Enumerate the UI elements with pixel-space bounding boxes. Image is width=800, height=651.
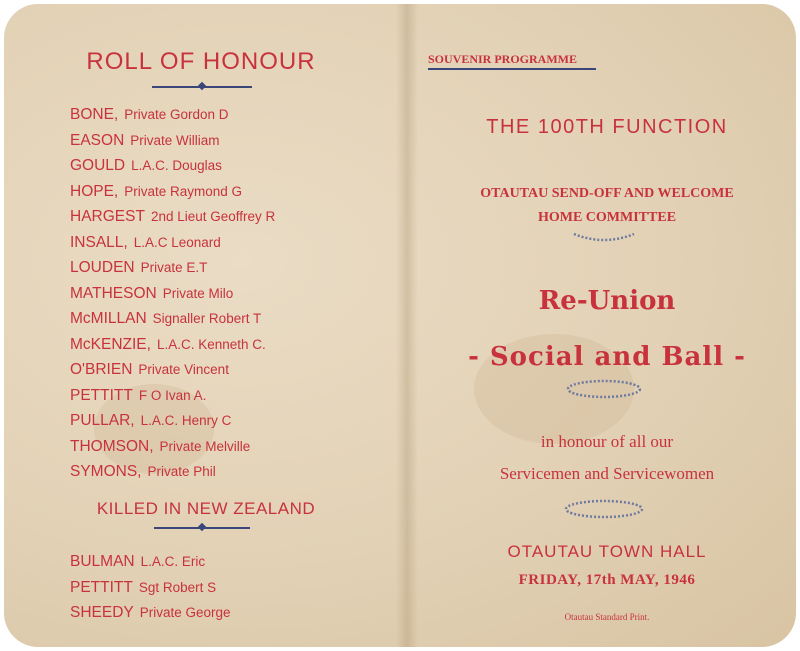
rank-and-given-name: Private Phil <box>147 464 216 479</box>
committee-line-1: OTAUTAU SEND-OFF AND WELCOME <box>480 186 734 201</box>
surname: PETTITT <box>70 578 133 596</box>
name-entry <box>70 102 275 128</box>
killed-list <box>70 549 231 626</box>
committee-line-2: HOME COMMITTEE <box>537 210 677 225</box>
surname: THOMSON, <box>70 437 154 455</box>
surname: HARGEST <box>70 208 145 225</box>
social-and-ball-heading: - Social and Ball - <box>468 342 746 372</box>
name-entry <box>70 306 275 332</box>
rank-and-given-name: 2nd Lieut Geoffrey R <box>150 209 276 224</box>
chain-ornament-oval-2 <box>562 496 646 522</box>
rank-and-given-name: Private George <box>139 605 231 620</box>
dedication-line-1: in honour of all our <box>540 432 674 451</box>
event-date: FRIDAY, 17th MAY, 1946 <box>518 572 696 588</box>
killed-in-nz-title: KILLED IN NEW ZEALAND <box>96 499 316 518</box>
name-entry <box>70 383 275 409</box>
name-entry <box>70 357 275 383</box>
rank-and-given-name: Private Milo <box>162 285 234 301</box>
name-entry <box>70 153 275 179</box>
surname: EASON <box>70 131 125 149</box>
roll-of-honour-list <box>70 102 275 485</box>
rank-and-given-name: Sgt Robert S <box>138 579 217 595</box>
name-entry <box>70 549 231 575</box>
function-title: THE 100TH FUNCTION <box>486 116 728 138</box>
killed-divider <box>154 527 250 529</box>
surname: SYMONS, <box>70 463 142 480</box>
surname: McKENZIE, <box>70 335 151 353</box>
title-divider <box>152 86 252 88</box>
name-entry <box>70 434 275 460</box>
printer-credit: Otautau Standard Print. <box>564 612 650 622</box>
surname: GOULD <box>70 157 126 174</box>
rank-and-given-name: Private Melville <box>159 438 251 454</box>
name-entry <box>70 230 275 256</box>
surname: McMILLAN <box>70 310 147 327</box>
surname: PULLAR, <box>70 412 135 429</box>
name-entry <box>70 204 275 230</box>
name-entry <box>70 332 275 358</box>
rank-and-given-name: L.A.C. Douglas <box>131 158 222 173</box>
rank-and-given-name: Private Gordon D <box>124 107 229 122</box>
rank-and-given-name: F O Ivan A. <box>138 387 207 403</box>
dedication-line-2: Servicemen and Servicewomen <box>499 464 715 483</box>
surname: LOUDEN <box>70 259 135 276</box>
rank-and-given-name: Signaller Robert T <box>152 311 262 326</box>
surname: INSALL, <box>70 233 128 251</box>
surname: HOPE, <box>70 182 119 200</box>
reunion-heading: Re-Union <box>538 286 676 316</box>
chain-ornament-small <box>570 230 638 244</box>
dedication <box>410 426 796 490</box>
souvenir-heading: SOUVENIR PROGRAMME <box>428 52 577 66</box>
surname: MATHESON <box>70 284 157 302</box>
rank-and-given-name: Private Vincent <box>138 362 229 377</box>
committee-name <box>410 182 796 230</box>
venue: OTAUTAU TOWN HALL <box>507 542 707 561</box>
rank-and-given-name: L.A.C. Eric <box>140 554 206 569</box>
name-entry <box>70 281 275 307</box>
programme-card <box>4 4 796 647</box>
name-entry <box>70 179 275 205</box>
rank-and-given-name: Private E.T <box>140 260 208 275</box>
rank-and-given-name: L.A.C Leonard <box>133 234 221 250</box>
name-entry <box>70 255 275 281</box>
rank-and-given-name: L.A.C. Henry C <box>140 413 232 428</box>
rank-and-given-name: Private Raymond G <box>124 183 243 199</box>
rank-and-given-name: L.A.C. Kenneth C. <box>156 336 266 352</box>
chain-ornament-oval <box>564 376 644 402</box>
surname: PETTITT <box>70 386 133 404</box>
name-entry <box>70 408 275 434</box>
surname: SHEEDY <box>70 604 134 621</box>
roll-of-honour-title: ROLL OF HONOUR <box>86 48 316 75</box>
name-entry <box>70 575 231 601</box>
name-entry <box>70 128 275 154</box>
name-entry <box>70 600 231 626</box>
surname: O'BRIEN <box>70 361 133 378</box>
souvenir-underline <box>428 68 596 70</box>
rank-and-given-name: Private William <box>130 132 220 148</box>
surname: BONE, <box>70 106 119 123</box>
surname: BULMAN <box>70 553 135 570</box>
name-entry <box>70 459 275 485</box>
